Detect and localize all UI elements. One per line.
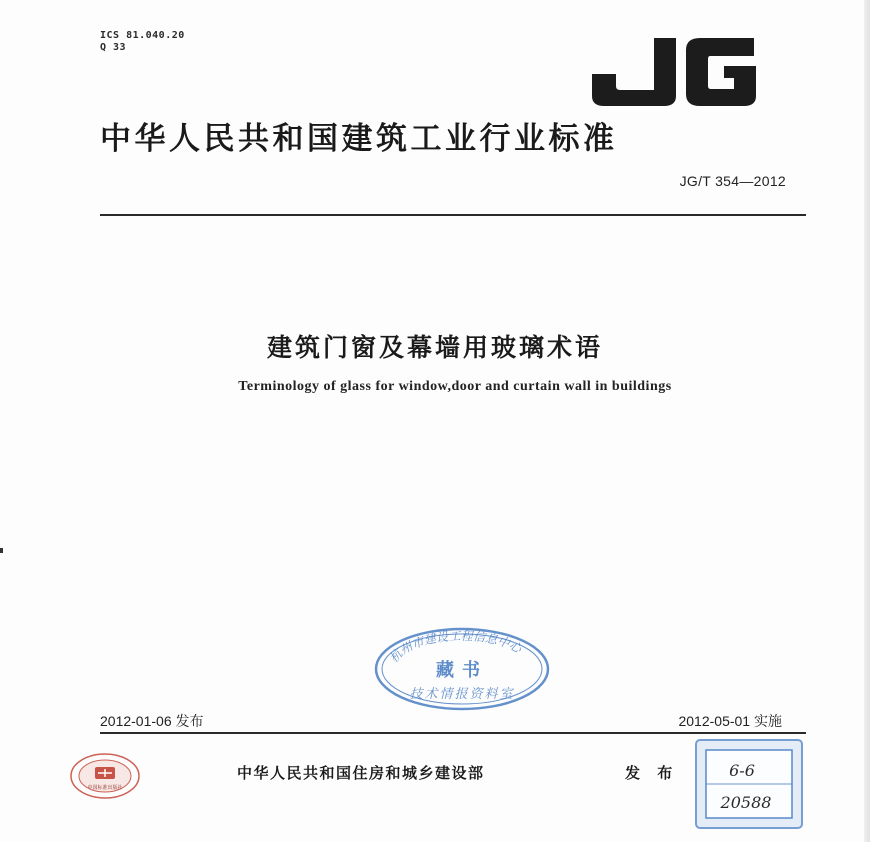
accession-stamp bbox=[694, 738, 804, 830]
classification-codes bbox=[100, 30, 185, 54]
library-stamp bbox=[372, 626, 552, 712]
accession-number: 20588 bbox=[720, 793, 772, 812]
ccs-code: Q 33 bbox=[100, 42, 127, 53]
implementation-date: 2012-05-01 实施 bbox=[678, 713, 782, 729]
publisher-seal bbox=[68, 752, 142, 800]
document-title-en: Terminology of glass for window,door and curtain wall in buildings bbox=[238, 379, 672, 394]
document-title-cn: 建筑门窗及幕墙用玻璃术语 bbox=[266, 333, 603, 362]
standard-number: JG/T 354—2012 bbox=[679, 173, 786, 189]
accession-shelf: 6-6 bbox=[729, 761, 755, 780]
stamp-center-text: 藏书 bbox=[436, 660, 488, 681]
publisher-name: 中华人民共和国住房和城乡建设部 bbox=[237, 764, 485, 782]
publish-label: 发 布 bbox=[625, 764, 679, 782]
scan-artifact bbox=[0, 548, 3, 553]
issue-date: 2012-01-06 发布 bbox=[100, 713, 204, 729]
jg-logo bbox=[586, 26, 766, 106]
stamp-bottom-text: 技术情报资料室 bbox=[409, 687, 515, 702]
scan-edge bbox=[864, 0, 870, 842]
ics-code: ICS 81.040.20 bbox=[100, 30, 185, 41]
stamp-ring-text: 杭州市建设工程信息中心 bbox=[386, 628, 524, 666]
divider-bottom bbox=[100, 732, 806, 734]
divider-top bbox=[100, 214, 806, 216]
industry-standard-title: 中华人民共和国建筑工业行业标准 bbox=[100, 121, 618, 157]
seal-label: 中国标准出版社 bbox=[87, 785, 123, 791]
